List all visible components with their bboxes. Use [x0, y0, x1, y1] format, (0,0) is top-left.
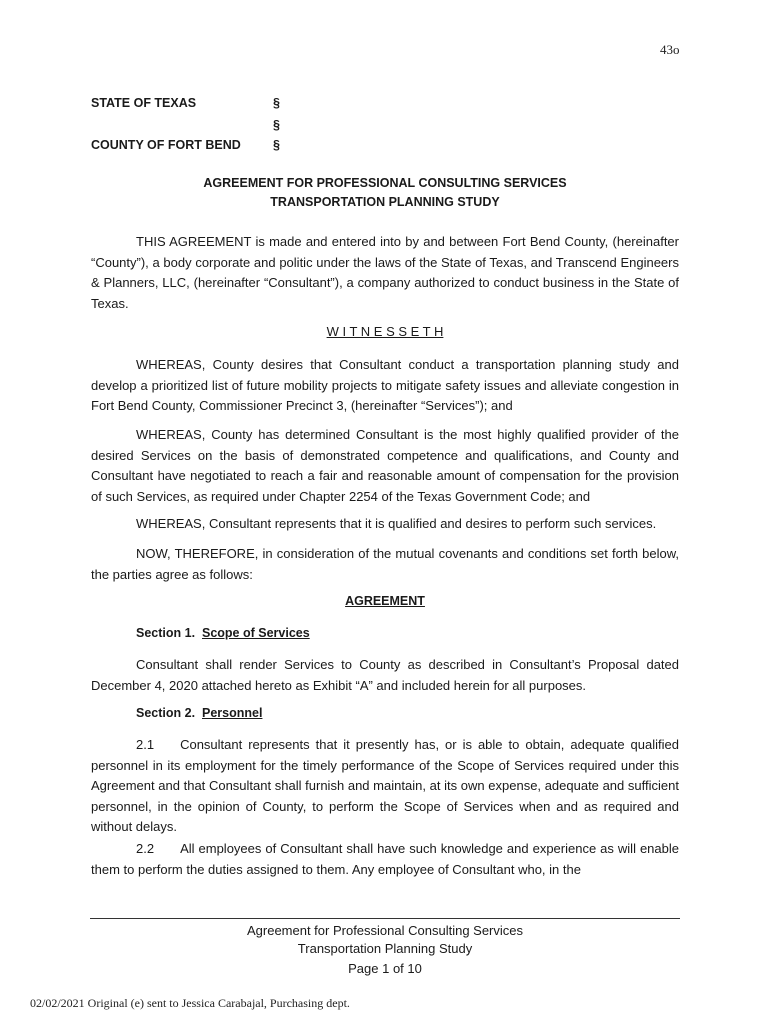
whereas-paragraph-1: WHEREAS, County desires that Consultant conduct a transportation planning study and develop a prioritized list of future mobility projects to mitigate safety issues and alleviate congestion in Fort Bend County, Commissioner Precinct 3, (hereinafter “Services”); and [91, 357, 679, 413]
section2-paragraph-2-2: 2.2 All employees of Consultant shall have such knowledge and experience as will enable them to perform the duties assigned to them. Any employee of Consultant who, in the [91, 841, 679, 877]
caption-county: COUNTY OF FORT BEND [91, 138, 241, 152]
agreement-heading [0, 594, 770, 608]
caption-section-mark-2: § [273, 118, 280, 132]
whereas-paragraph-2: WHEREAS, County has determined Consultant is the most highly qualified provider of the desired Services on the basis of demonstrated competence and qualifications, and County and Consultant have negotiated to reach a fair and reasonable amount of compensation for the provision of such Services, as required under Chapter 2254 of the Texas Government Code; and [91, 427, 679, 504]
document-title-line1: AGREEMENT FOR PROFESSIONAL CONSULTING SERVICES [203, 176, 567, 190]
section2-number: Section 2. [136, 706, 196, 720]
footer-line-1: Agreement for Professional Consulting Services [246, 923, 524, 938]
section1-paragraph: Consultant shall render Services to County as described in Consultant’s Proposal dated December 4, 2020 attached hereto as Exhibit “A” and included herein for all purposes. [91, 657, 679, 693]
footer-line-2: Transportation Planning Study [297, 941, 473, 956]
witnesseth-text: W I T N E S S E T H [326, 324, 444, 339]
footer-divider [90, 918, 680, 919]
section2-title: Personnel [202, 706, 263, 720]
caption-section-mark-1: § [273, 96, 280, 110]
document-title-line2: TRANSPORTATION PLANNING STUDY [270, 195, 500, 209]
section1-title: Scope of Services [202, 626, 310, 640]
page-stamp-number: 43o [660, 42, 680, 57]
now-therefore-paragraph: NOW, THEREFORE, in consideration of the mutual covenants and conditions set forth below, the parties agree as follows: [91, 546, 679, 582]
section2-heading [136, 706, 262, 720]
whereas-paragraph-3: WHEREAS, Consultant represents that it is qualified and desires to perform such services. [136, 516, 657, 531]
witnesseth-heading [0, 324, 770, 339]
footer-page-number: Page 1 of 10 [348, 961, 422, 976]
agreement-heading-text: AGREEMENT [345, 594, 425, 608]
section2-paragraph-2-1: 2.1 Consultant represents that it presently has, or is able to obtain, adequate qualified personnel in its employment for the timely performance of the Scope of Services required under this Agreement and that Consultant shall furnish and maintain, at its own expense, adequate and sufficient personnel, in the opinion of County, to perform the Scope of Services when and as required and without delays. [91, 737, 679, 834]
section1-number: Section 1. [136, 626, 196, 640]
bottom-routing-note: 02/02/2021 Original (e) sent to Jessica Carabajal, Purchasing dept. [30, 996, 350, 1010]
caption-section-mark-3: § [273, 138, 280, 152]
caption-state: STATE OF TEXAS [91, 96, 197, 110]
intro-paragraph: THIS AGREEMENT is made and entered into by and between Fort Bend County, (hereinafter “County”), a body corporate and politic under the laws of the State of Texas, and Transcend Engineers & Planners, LLC, (hereinafter “Consultant”), a company authorized to conduct business in the State of Texas. [91, 234, 679, 311]
section1-heading [136, 626, 310, 640]
